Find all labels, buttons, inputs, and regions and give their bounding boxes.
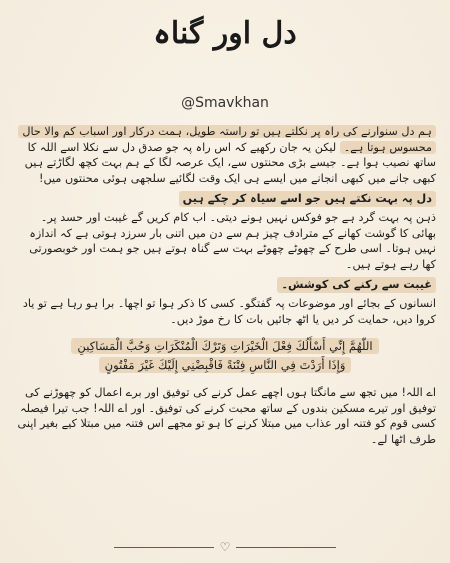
section-heading-heart: دل پہ بہت نکتے ہیں جو اسے سیاہ کر چکے ہیں — [179, 191, 436, 207]
paragraph-1 — [14, 124, 436, 186]
paragraph-4-translation: اے اللہ! میں تجھ سے مانگتا ہوں اچھے عمل کرنے کی توفیق اور برے اعمال کو چھوڑنے کی توفیق اور تیرے مسکین بندوں کے ساتھ محبت کرنے کی توفیق۔ اور اے اللہ! جب تیرا فیصلہ کسی قوم کو فتنہ اور عذاب میں مبتلا کرنے کا ہو تو مجھے اس فتنہ میں مبتلا کیے بغیر اپنی طرف اٹھا لے۔ — [17, 386, 436, 446]
author-handle: @Smavkhan — [181, 95, 269, 111]
paragraph-3: انسانوں کے بجائے اور موضوعات پہ گفتگو۔ کسی کا ذکر ہوا تو اچھا۔ برا ہو رہا ہے تو یاد کروا دیں، حمایت کر دیں یا اٹھ جائیں بات کا رخ موڑ دیں۔ — [22, 296, 436, 326]
arabic-dua — [14, 337, 436, 375]
paragraph-1-text: لیکن یہ جان رکھیے کہ اس راہ پہ جو صدق دل سے نکلا اسے اللہ کا ساتھ نصیب ہوا ہے۔ جیسے بڑی محنتوں سے، ایک عرصہ لگا کے ہم بہت کچھ لگاڑتے ہیں کبھی جانے میں کبھی انجانے میں ایسے ہی ایک وقت لگائیے سلجھی ہوئی محنتوں میں! — [24, 140, 436, 185]
page-title: دل اور گناہ — [153, 16, 297, 51]
section-heading-backbiting: غیبت سے رکنے کی کوشش۔ — [277, 277, 436, 293]
dua-line-1: اللّٰهُمَّ إِنِّي أَسْأَلُكَ فِعْلَ الْخَيْرَاتِ وَتَرْكَ الْمُنْكَرَاتِ وَحُبَّ الْمَسَاكِينِ — [71, 338, 378, 354]
paragraph-2: ذہن پہ بہت گرد ہے جو فوکس نہیں ہونے دیتی۔ اب کام کریں گے غیبت اور حسد پر۔ بھائی کا گوشت کھانے کے مترادف چیز ہم سے دن میں اتنی بار سرزد ہوتی ہے کہ اندازہ نہیں ہوتا۔ اسی طرح کے چھوٹے چھوٹے بہت سے گناہ ہوتے ہیں جو ہمت اور خوبصورتی کھا رہے ہوتے ہیں۔ — [29, 210, 436, 271]
paragraph-1-highlight: ہم دل سنوارنے کی راہ پر نکلتے ہیں تو راستہ طویل، ہمت درکار اور اسباب کم والا حال محسوس ہوتا ہے۔ — [18, 125, 436, 154]
heart-divider-icon: ♡ — [0, 541, 450, 553]
dua-line-2: وَإِذَا أَرَدْتَ فِي النَّاسِ فِتْنَةً فَاقْبِضْنِي إِلَيْكَ غَيْرَ مَفْتُونٍ — [99, 357, 352, 373]
article-body — [14, 124, 436, 448]
